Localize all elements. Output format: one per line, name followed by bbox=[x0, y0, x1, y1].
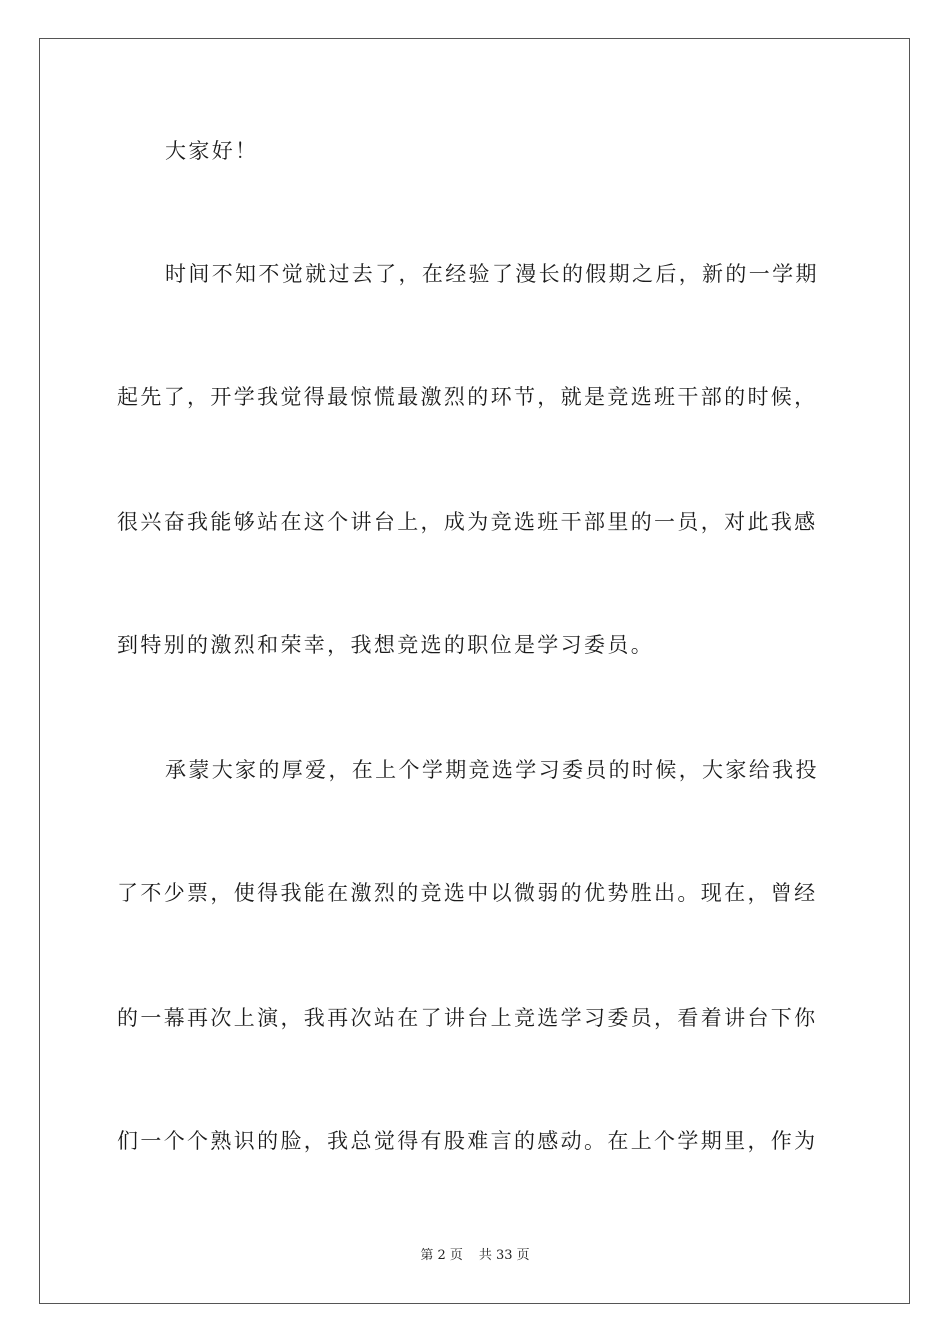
paragraph-line: 承蒙大家的厚爱，在上个学期竞选学习委员的时候，大家给我投 bbox=[165, 758, 819, 782]
page-footer bbox=[0, 1247, 950, 1265]
page-border bbox=[39, 38, 910, 1304]
paragraph-line: 起先了，开学我觉得最惊慌最激烈的环节，就是竞选班干部的时候， bbox=[117, 385, 818, 409]
paragraph-line: 们一个个熟识的脸，我总觉得有股难言的感动。在上个学期里，作为 bbox=[117, 1129, 818, 1153]
paragraph-line: 时间不知不觉就过去了，在经验了漫长的假期之后，新的一学期 bbox=[165, 262, 819, 286]
page-total: 共 33 页 bbox=[478, 1248, 530, 1263]
paragraph-line: 的一幕再次上演，我再次站在了讲台上竞选学习委员，看着讲台下你 bbox=[117, 1006, 818, 1030]
paragraph-line: 到特别的激烈和荣幸，我想竞选的职位是学习委员。 bbox=[117, 633, 655, 657]
paragraph-line: 了不少票，使得我能在激烈的竞选中以微弱的优势胜出。现在，曾经 bbox=[117, 881, 818, 905]
greeting-line: 大家好！ bbox=[165, 139, 259, 163]
paragraph-line: 很兴奋我能够站在这个讲台上，成为竞选班干部里的一员，对此我感 bbox=[117, 510, 818, 534]
page-number: 第 2 页 bbox=[420, 1248, 463, 1263]
